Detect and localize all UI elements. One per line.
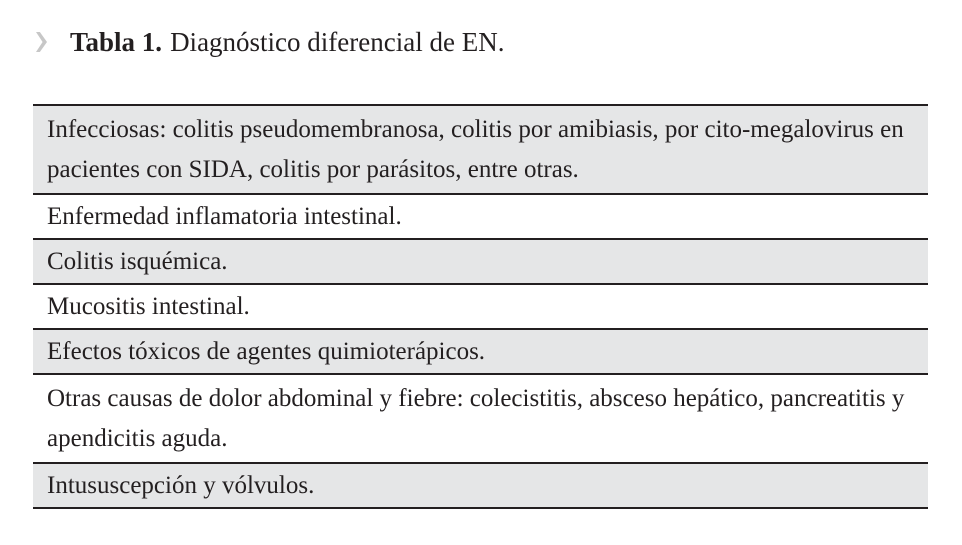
table-row [33,240,928,285]
caption-text: Diagnóstico diferencial de EN. [170,26,505,57]
differential-diagnosis-table [33,104,928,509]
table-row [33,195,928,240]
caption-label: Tabla 1. [70,26,163,57]
table-row [33,330,928,375]
table-caption [36,22,504,62]
row-text: Efectos tóxicos de agentes quimioterápicos. [47,337,486,365]
row-text: Mucositis intestinal. [47,292,250,320]
caption-marker-icon [36,32,47,52]
row-text: Colitis isquémica. [47,247,228,275]
row-text: Otras causas de dolor abdominal y fiebre: colecistitis, absceso hepático, pancreatitis y apendicitis aguda. [47,384,905,452]
row-text: Infecciosas: colitis pseudomembranosa, colitis por amibiasis, por cito-megalovirus en pacientes con SIDA, colitis por parásitos, entre otras. [47,115,904,183]
table-row [33,285,928,330]
table-row [33,106,928,195]
table-row [33,464,928,509]
table-row [33,375,928,464]
row-text: Intususcepción y vólvulos. [47,471,315,499]
row-text: Enfermedad inflamatoria intestinal. [47,202,402,230]
